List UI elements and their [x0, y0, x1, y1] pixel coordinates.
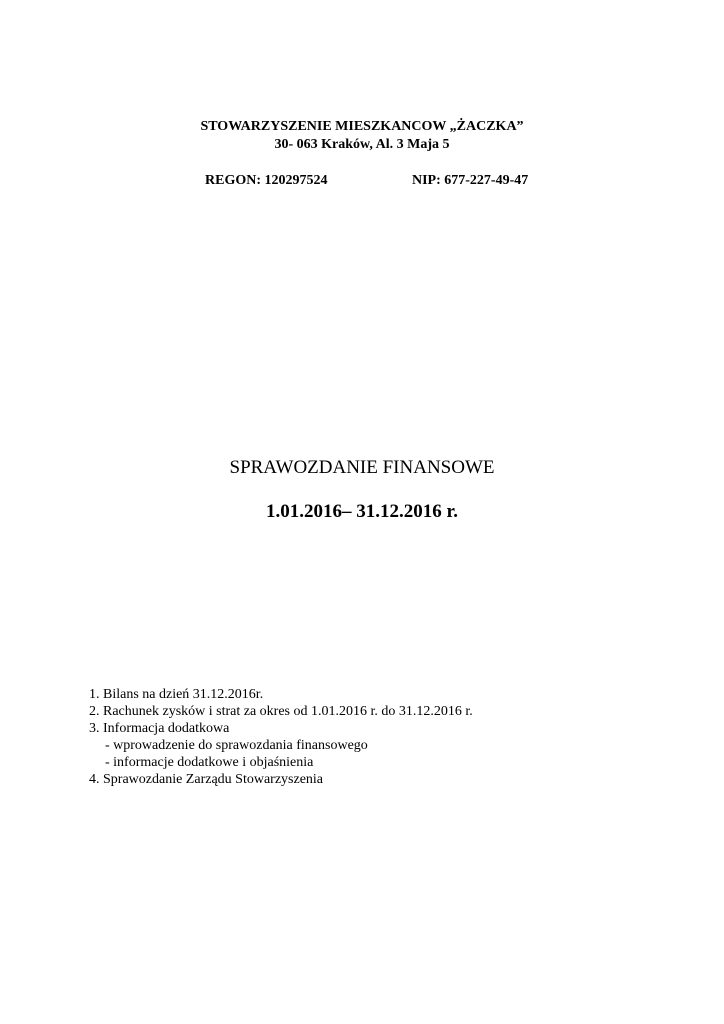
contents-item-board-report: 4. Sprawozdanie Zarządu Stowarzyszenia	[89, 772, 324, 787]
contents-subitem-explanations: - informacje dodatkowe i objaśnienia	[105, 755, 314, 770]
contents-item-balance-sheet: 1. Bilans na dzień 31.12.2016r.	[89, 687, 264, 702]
document-title: SPRAWOZDANIE FINANSOWE	[229, 457, 495, 478]
organization-address: 30- 063 Kraków, Al. 3 Maja 5	[274, 137, 450, 152]
reporting-period: 1.01.2016– 31.12.2016 r.	[266, 501, 458, 522]
contents-subitem-introduction: - wprowadzenie do sprawozdania finansowego	[105, 738, 368, 753]
contents-item-profit-loss: 2. Rachunek zysków i strat za okres od 1.01.2016 r. do 31.12.2016 r.	[89, 704, 473, 719]
nip-number: NIP: 677-227-49-47	[412, 173, 529, 188]
contents-item-additional-info: 3. Informacja dodatkowa	[89, 721, 230, 736]
organization-name: STOWARZYSZENIE MIESZKANCOW „ŻACZKA”	[200, 119, 524, 134]
contents-list	[89, 686, 473, 788]
regon-number: REGON: 120297524	[205, 173, 328, 188]
